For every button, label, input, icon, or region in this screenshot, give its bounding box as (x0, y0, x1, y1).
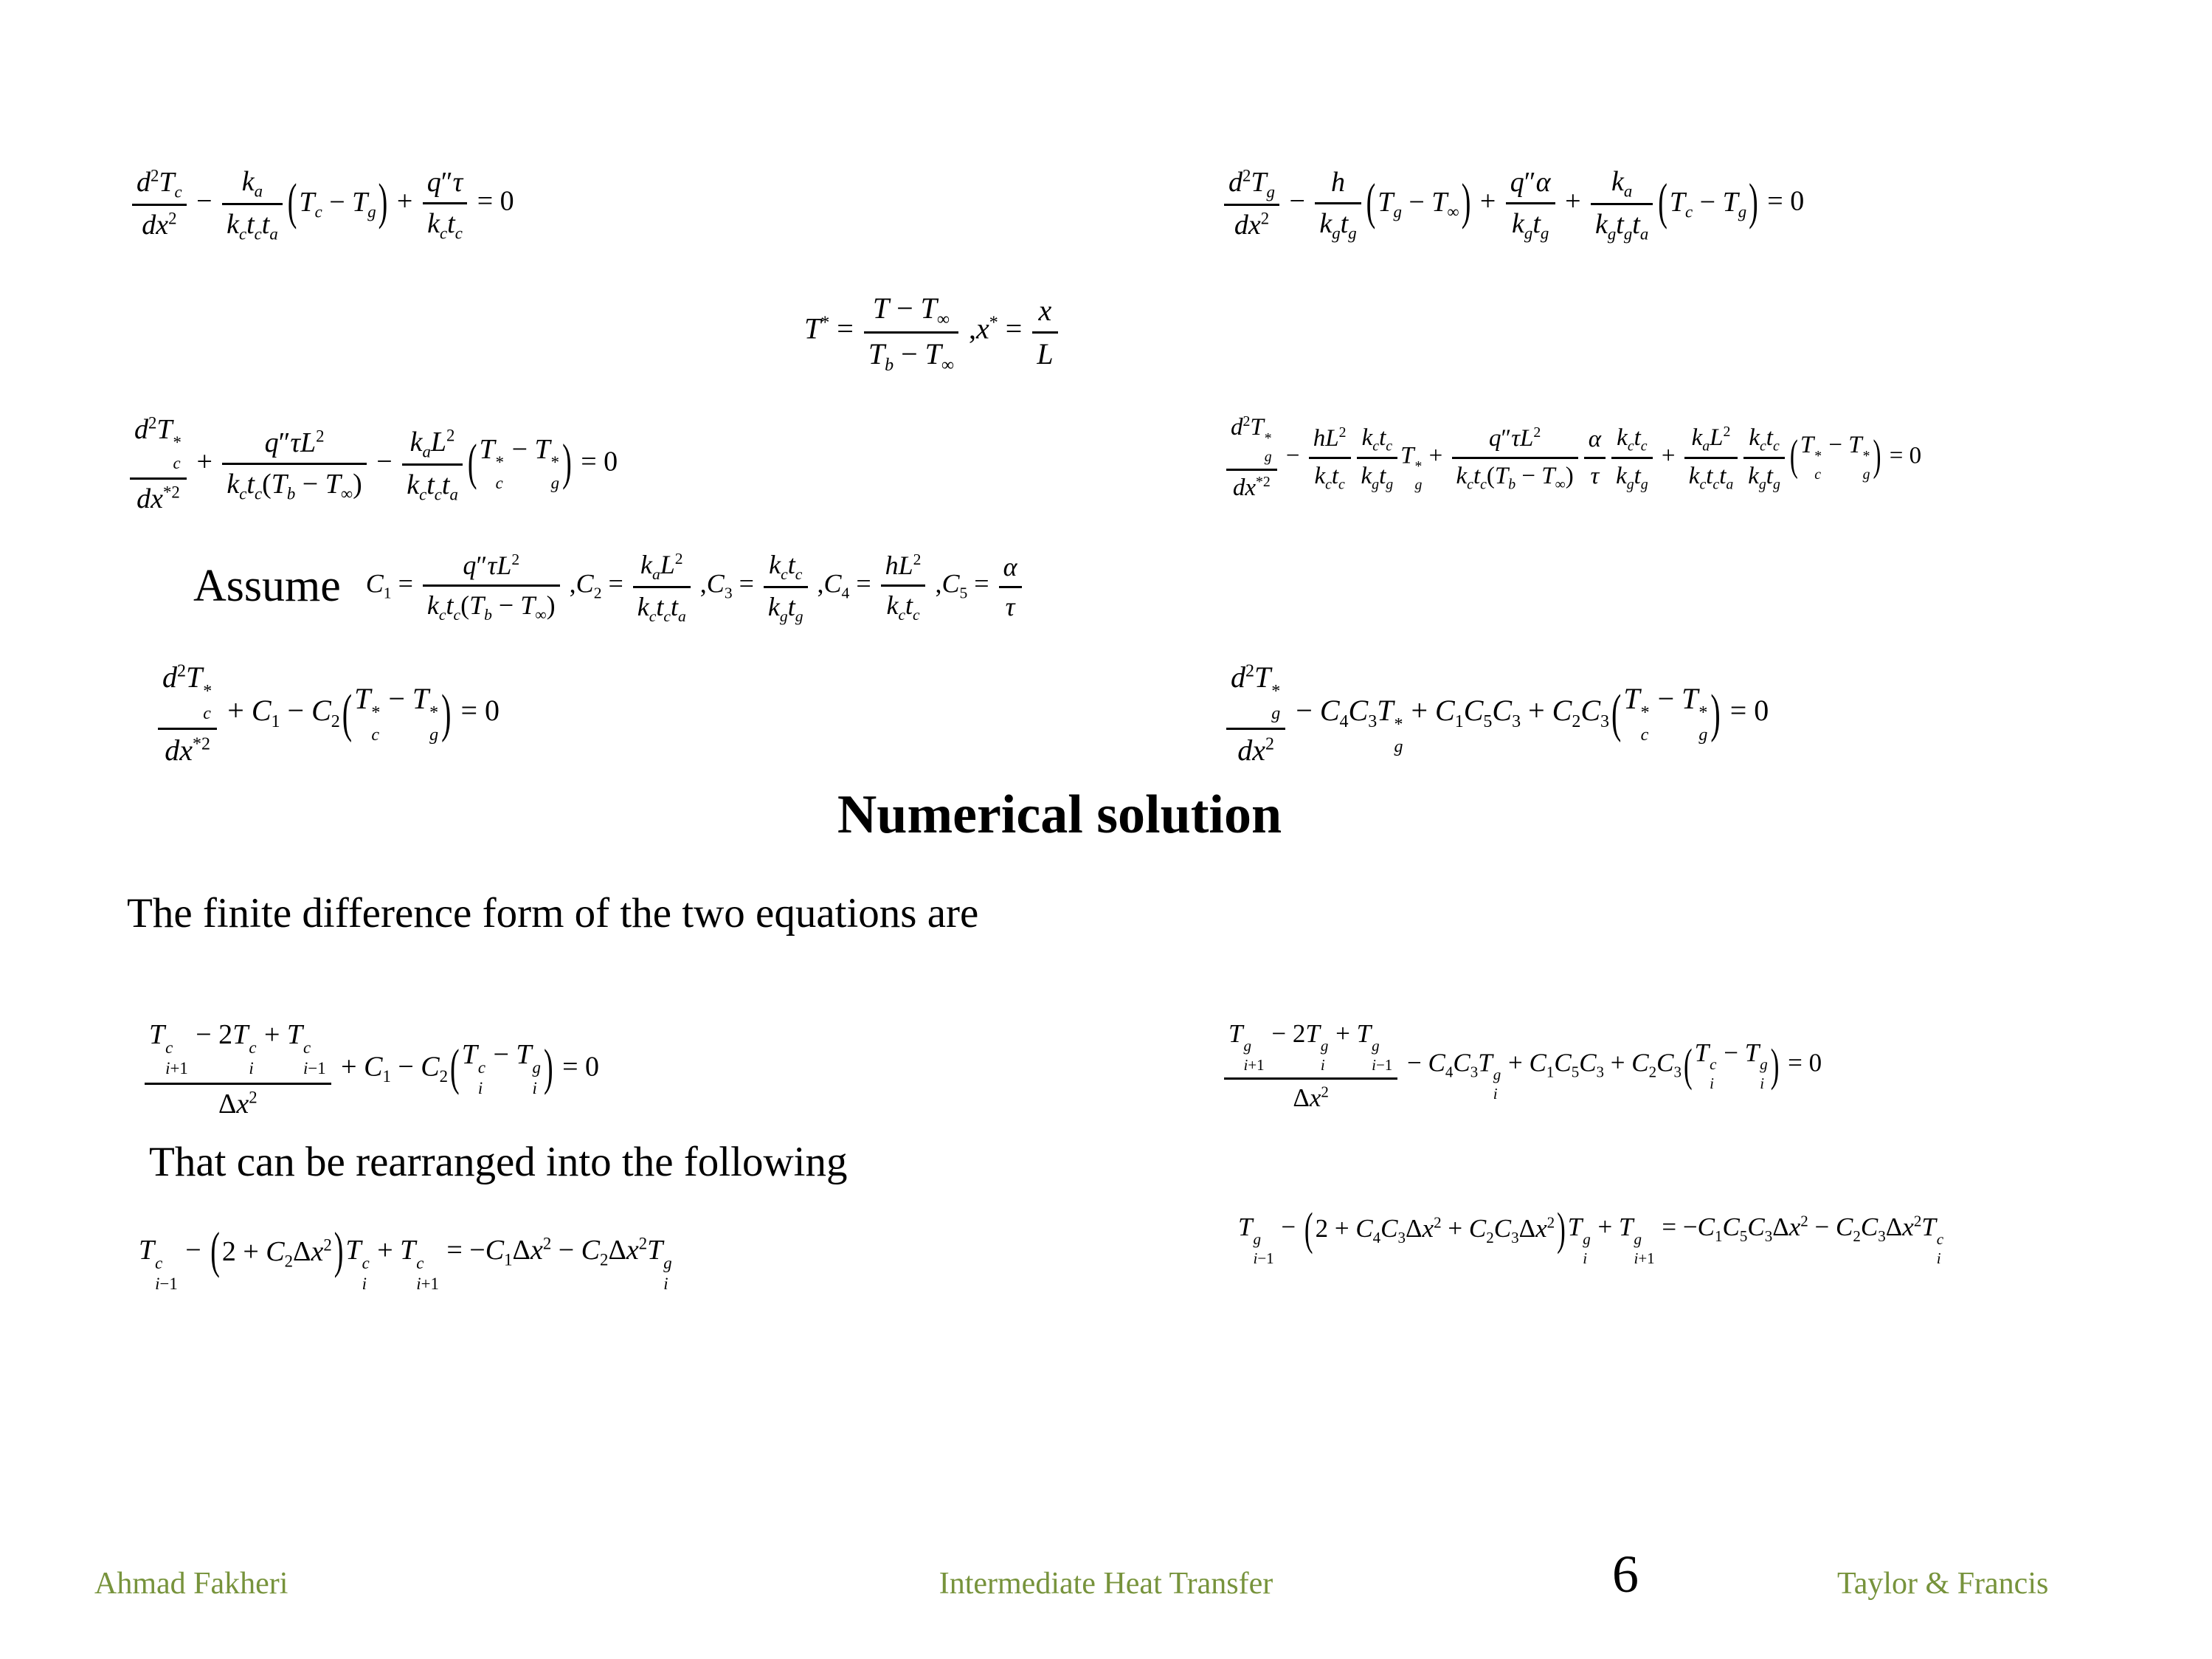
assume-label: Assume (193, 560, 341, 611)
eq-rearranged-c: T c i−1 − ( $2 + C_2\Delta x^2$ ) T c i + T c i+1 = $-C_1\Delta x^2 - C_2\Delta x^2T$ g i (139, 1224, 672, 1294)
eq-nondimensional-c: $d^2T$ * c $dx^{*2}$ + $q''\tau L^2$ $k_ct_c(T_b - T_\infty)$ − $k_aL^2$ $k_ct_ct_a$ ( T * c − T * g ) = 0 (127, 412, 618, 516)
eq-nondimensional-g: $d^2T$ * g $dx^{*2}$ − $hL^2$ $k_ct_c$ $k_ct_c$ $k_gt_g$ T * g + $q''\tau L^2$ $k_ct_c(T_b - T_\infty)$ $\frac{\alpha}{\tau}$ $k_ct_c$ $k_gt_g$ + $k_aL^2$ $k_ct_ct_a$ $k_ct_c$ $k_gt_g$ ( T * c − T * g ) = 0 (1223, 412, 1921, 503)
eq-simplified-g: $d^2T$ * g $dx^2$ − $C_4C_3T$ * g + $C_1C_5C_3 + C_2C_3$ ( T * c − T * g ) = 0 (1223, 658, 1769, 768)
page-number: 6 (1612, 1545, 1639, 1604)
eq-nondimensional-variables: T* = $\frac{T - T_\infty}{T_b - T_\infty}$ ,x* = $\frac{x}{L}$ (804, 289, 1061, 374)
eq-governing-c: $\frac{d^2T_c}{dx^2}$ − $k_a$ $k_ct_ct_a$ ( $T_c - T_g$ ) + q″τ $k_ct_c$ = 0 (129, 164, 514, 244)
eq-finite-difference-c: T c i+1 − 2T c i + T c i−1 $\Delta x^2$ + $C_1 - C_2$ ( T c i − T g i ) = 0 (142, 1017, 599, 1121)
footer-author: Ahmad Fakheri (94, 1567, 288, 1601)
body-text-rearranged: That can be rearranged into the following (149, 1139, 848, 1185)
eq-constants-definition: $C_1$ = $q''\tau L^2$ $k_ct_c(T_b - T_\infty)$ $,C_2$ = $k_aL^2$ $k_ct_ct_a$ $,C_3$ = $k_ct_c$ $k_gt_g$ $,C_4$ = $hL^2$ $k_ct_c$ $,C_5$ = $\frac{\alpha}{\tau}$ (366, 548, 1025, 625)
eq-finite-difference-g: T g i+1 − 2T g i + T g i−1 $\Delta x^2$ − $C_4C_3T$ g i + $C_1C_5C_3 + C_2C_3$ ( T c i − T g i ) = 0 (1221, 1017, 1822, 1114)
footer-publisher: Taylor & Francis (1837, 1567, 2049, 1601)
page-title: Numerical solution (837, 784, 1282, 845)
eq-rearranged-g: T g i−1 − ( $2 + C_4C_3\Delta x^2 + C_2C_3\Delta x^2$ ) T g i + T g i+1 = $-C_1C_5C_3\Delta x^2 - C_2C_3\Delta x^2T$ c i (1238, 1202, 1944, 1267)
eq-simplified-c: $d^2T$ * c $dx^{*2}$ + $C_1 - C_2$ ( T * c − T * g ) = 0 (155, 658, 500, 768)
footer-book-title: Intermediate Heat Transfer (939, 1567, 1273, 1601)
assume-row (193, 548, 1025, 625)
body-text-finite-difference: The finite difference form of the two equations are (127, 890, 979, 937)
eq-governing-g: $\frac{d^2T_g}{dx^2}$ − h $k_gt_g$ ( $T_g - T_\infty$ ) + q″α $k_gt_g$ + $k_a$ $k_gt_gt_a$ ( $T_c - T_g$ ) = 0 (1221, 164, 1804, 244)
